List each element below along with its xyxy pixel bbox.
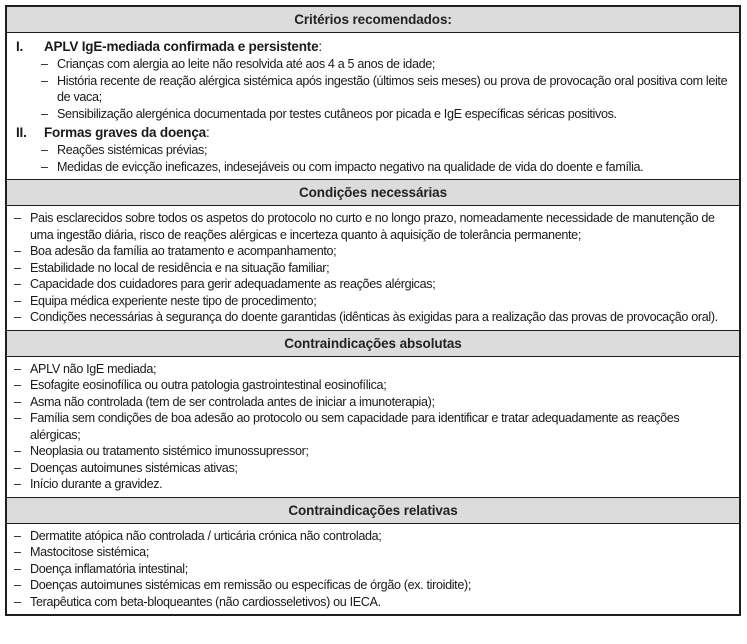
item-list (12, 210, 729, 326)
section-header-relative-contraindications: Contraindicações relativas (7, 498, 739, 524)
list-item (14, 309, 729, 326)
dash-bullet: – (41, 143, 48, 157)
dash-bullet: – (14, 394, 21, 409)
list-item (14, 577, 729, 594)
list-item-text: Medidas de evicção ineficazes, indesejáveis ou com impacto negativo na qualidade de vida do doente e família. (57, 159, 644, 174)
dash-bullet: – (14, 361, 21, 376)
list-item (41, 159, 729, 176)
dash-bullet: – (14, 378, 21, 392)
section-body-necessary-conditions (7, 206, 739, 331)
list-item-text: Reações sistémicas prévias; (57, 143, 208, 157)
list-item-text: Estabilidade no local de residência e na situação familiar; (30, 260, 330, 275)
dash-bullet: – (14, 594, 21, 609)
group-title (12, 124, 729, 142)
list-item (14, 361, 729, 378)
list-item-text: Esofagite eosinofílica ou outra patologia gastrointestinal eosinofílica; (30, 378, 387, 392)
group-title (12, 38, 729, 56)
dash-bullet: – (14, 578, 21, 592)
dash-bullet: – (14, 260, 21, 275)
list-item (41, 106, 729, 123)
list-item-text: Neoplasia ou tratamento sistémico imunossupressor; (30, 444, 309, 458)
list-item (14, 410, 729, 443)
list-item (14, 293, 729, 310)
list-item (14, 460, 729, 477)
list-item (41, 142, 729, 159)
list-item-text: Mastocitose sistémica; (30, 545, 149, 559)
list-item-text: Boa adesão da família ao tratamento e acompanhamento; (30, 244, 337, 258)
item-list (12, 361, 729, 493)
item-list (12, 142, 729, 175)
section-header-necessary-conditions: Condições necessárias (7, 180, 739, 206)
dash-bullet: – (14, 411, 21, 425)
list-item-text: Doenças autoimunes sistémicas ativas; (30, 460, 238, 475)
dash-bullet: – (14, 528, 21, 543)
criteria-table (5, 5, 741, 616)
list-item-text: Início durante a gravidez. (30, 477, 163, 491)
list-item (14, 561, 729, 578)
section-body-relative-contraindications (7, 524, 739, 615)
section-body-absolute-contraindications (7, 357, 739, 498)
dash-bullet: – (14, 293, 21, 308)
group-title-colon: : (205, 125, 210, 140)
list-item-text: História recente de reação alérgica sistémica após ingestão (últimos seis meses) ou prova de provocação oral positiva com leite de vaca; (57, 73, 728, 104)
list-item (14, 210, 729, 243)
section-body-recommended-criteria (7, 33, 739, 180)
list-item (14, 394, 729, 411)
list-item-text: Equipa médica experiente neste tipo de procedimento; (30, 293, 317, 308)
dash-bullet: – (14, 211, 21, 225)
roman-numeral: I. (16, 39, 24, 54)
list-item-text: Condições necessárias à segurança do doente garantidas (idênticas às exigidas para a realização das provas de provocação oral). (30, 310, 718, 324)
list-item (14, 276, 729, 293)
list-item-text: Pais esclarecidos sobre todos os aspetos do protocolo no curto e no longo prazo, nomeadamente necessidade de manutenção de uma ingestão diária, risco de reações alérgicas e incerteza quanto à aquisição de tolerância permanente; (30, 211, 715, 242)
dash-bullet: – (14, 477, 21, 491)
criteria-group-severe-forms (12, 124, 729, 175)
list-item-text: Crianças com alergia ao leite não resolvida até aos 4 a 5 anos de idade; (57, 57, 436, 71)
dash-bullet: – (41, 159, 48, 174)
list-item (14, 594, 729, 611)
dash-bullet: – (41, 57, 48, 71)
list-item-text: Asma não controlada (tem de ser controlada antes de iniciar a imunoterapia); (30, 394, 435, 409)
dash-bullet: – (41, 73, 48, 88)
list-item-text: APLV não IgE mediada; (30, 361, 157, 376)
list-item-text: Terapêutica com beta-bloqueantes (não cardiosseletivos) ou IECA. (30, 594, 381, 609)
list-item (41, 56, 729, 73)
dash-bullet: – (14, 561, 21, 576)
item-list (12, 56, 729, 122)
list-item-text: Família sem condições de boa adesão ao protocolo ou sem capacidade para identificar e tratar adequadamente as reações alérgicas; (30, 411, 680, 442)
criteria-group-ige-mediated (12, 38, 729, 122)
dash-bullet: – (14, 460, 21, 475)
group-title-text: Formas graves da doença (44, 125, 206, 140)
list-item-text: Capacidade dos cuidadores para gerir adequadamente as reações alérgicas; (30, 277, 436, 291)
roman-numeral: II. (16, 125, 27, 140)
list-item (41, 73, 729, 106)
item-list (12, 528, 729, 611)
dash-bullet: – (14, 444, 21, 458)
section-header-absolute-contraindications: Contraindicações absolutas (7, 331, 739, 357)
dash-bullet: – (41, 106, 48, 121)
list-item-text: Doença inflamatória intestinal; (30, 561, 188, 576)
list-item (14, 544, 729, 561)
list-item (14, 243, 729, 260)
list-item (14, 443, 729, 460)
section-header-recommended-criteria: Critérios recomendados: (7, 7, 739, 33)
list-item (14, 377, 729, 394)
group-title-text: APLV IgE-mediada confirmada e persistente (44, 39, 319, 54)
dash-bullet: – (14, 310, 21, 324)
list-item-text: Sensibilização alergénica documentada por testes cutâneos por picada e IgE específicas séricas positivos. (57, 106, 617, 121)
dash-bullet: – (14, 545, 21, 559)
list-item-text: Dermatite atópica não controlada / urticária crónica não controlada; (30, 528, 382, 543)
list-item (14, 476, 729, 493)
dash-bullet: – (14, 277, 21, 291)
list-item (14, 528, 729, 545)
group-title-colon: : (318, 39, 322, 54)
dash-bullet: – (14, 244, 21, 258)
list-item (14, 260, 729, 277)
list-item-text: Doenças autoimunes sistémicas em remissão ou específicas de órgão (ex. tiroidite); (30, 578, 471, 592)
